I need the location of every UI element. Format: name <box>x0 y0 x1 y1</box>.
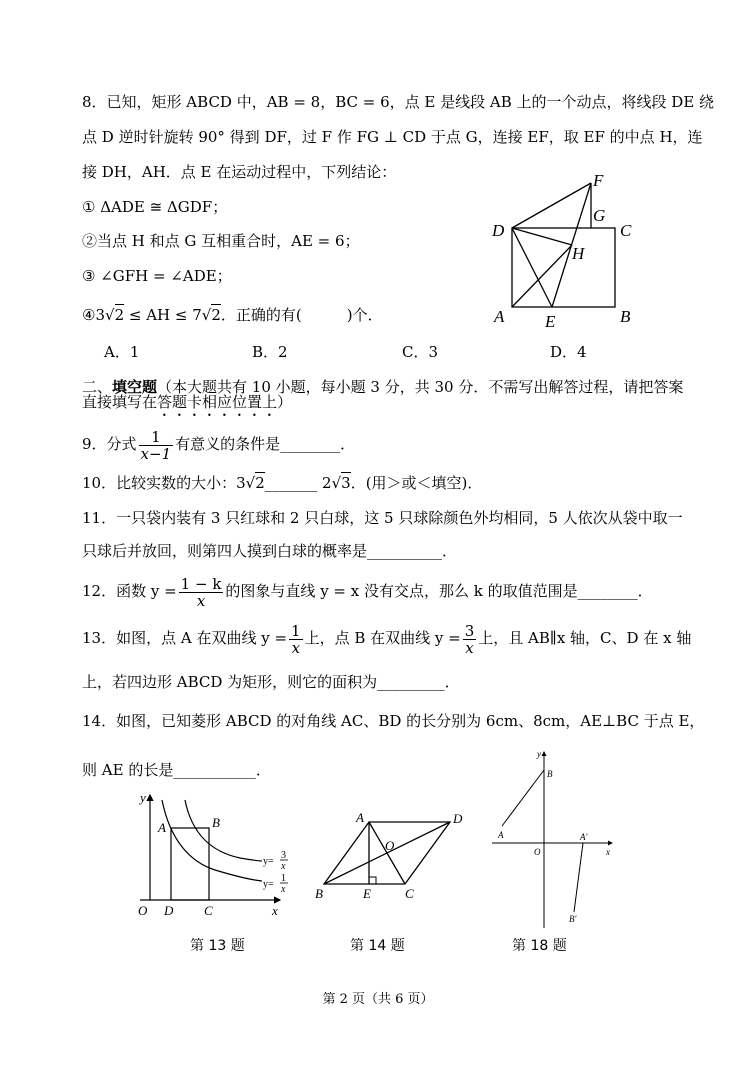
section2-line2-dotted: 答题卡相应位置上 <box>157 393 278 411</box>
q11-line2: 只球后并放回，则第四人摸到白球的概率是__________． <box>82 542 458 560</box>
q13-num2: 3 <box>464 621 475 640</box>
figure-13 <box>130 785 300 925</box>
fig14-B: B <box>315 886 323 901</box>
q8-c4-radicand1: 2 <box>114 306 125 324</box>
q13-den2: x <box>465 638 474 657</box>
q12-prefix: 12．函数 y = <box>82 582 177 600</box>
q14-line2: 则 AE 的长是___________． <box>82 761 271 779</box>
fig13-O: O <box>138 903 148 918</box>
q13-suffix: 上，且 AB∥x 轴，C、D 在 x 轴 <box>478 629 692 647</box>
q8-label-E: E <box>545 312 556 331</box>
fig18-B-prime: B′ <box>569 914 577 924</box>
q9-suffix: 有意义的条件是________． <box>175 435 356 453</box>
q8-label-C: C <box>620 221 632 240</box>
q8-line3: 接 DH，AH．点 E 在运动过程中，下列结论： <box>82 163 397 181</box>
q13-prefix: 13．如图，点 A 在双曲线 y = <box>82 629 288 647</box>
section2-line2-plain: 直接填写在 <box>82 393 158 411</box>
q10-blank: _______ <box>264 474 318 492</box>
q8-claim-2: ②当点 H 和点 G 互相重合时，AE = 6； <box>82 232 360 250</box>
q10-radicand1: 2 <box>255 474 265 492</box>
q8-label-A: A <box>494 307 505 326</box>
fig13-y: y <box>140 790 146 805</box>
figure-18 <box>488 745 618 930</box>
q8-claim-1: ① ΔADE ≅ ΔGDF； <box>82 198 228 216</box>
q12-suffix: 的图象与直线 y = x 没有交点，那么 k 的取值范围是________． <box>225 582 653 600</box>
q8-label-G: G <box>593 206 606 225</box>
q14-line1: 14．如图，已知菱形 ABCD 的对角线 AC、BD 的长分别为 6cm、8cm，AE⊥BC 于点 E， <box>82 712 705 730</box>
q10-prefix: 10．比较实数的大小：3 <box>82 474 246 492</box>
fig18-A: A <box>498 830 504 840</box>
q8-option-d: D．4 <box>550 343 587 361</box>
fig13-curve2-den: x <box>281 884 286 895</box>
q10-mid: 2 <box>322 474 332 492</box>
q8-claim-3: ③ ∠GFH = ∠ADE； <box>82 267 232 285</box>
q8-c4-prefix: ④3 <box>82 306 105 324</box>
fig13-curve2-num: 1 <box>281 873 286 884</box>
caption-figure-18: 第 18 题 <box>512 938 567 954</box>
q12-denominator: x <box>196 591 206 610</box>
fig13-C: C <box>204 903 213 918</box>
fig13-curve2-lhs: y= <box>263 879 274 890</box>
q10: 10．比较实数的大小：3√2_______ 2√3．(用＞或＜填空)． <box>82 474 483 492</box>
q8-c4-suffix: ．正确的有( )个． <box>220 306 383 324</box>
figure-14 <box>310 805 470 905</box>
q8-figure <box>485 165 645 335</box>
fig14-E: E <box>363 886 371 901</box>
fig13-curve1-lhs: y= <box>263 856 274 867</box>
q11-line1: 11．一只袋内装有 3 只红球和 2 只白球，这 5 只球除颜色外均相同，5 人依次从袋中取一 <box>82 509 683 527</box>
q9-denominator: x−1 <box>140 444 172 463</box>
section2-prefix: 二、 <box>82 378 113 396</box>
caption-figure-14: 第 14 题 <box>350 938 405 954</box>
q13-line1 <box>82 616 691 660</box>
q8-label-F: F <box>593 171 604 190</box>
q9 <box>82 424 355 464</box>
q13-num1: 1 <box>291 621 301 640</box>
q8-c4-mid: ≤ AH ≤ 7 <box>124 306 202 324</box>
fig14-D: D <box>453 811 463 826</box>
fig13-curve1-den: x <box>281 861 286 872</box>
page-footer: 第 2 页（共 6 页） <box>322 992 434 1007</box>
caption-figure-13: 第 13 题 <box>190 938 245 954</box>
fig13-A: A <box>158 820 166 835</box>
q13-mid: 上，点 B 在双曲线 y = <box>304 629 461 647</box>
q8-option-a: A．1 <box>104 343 140 361</box>
section2-line2 <box>82 392 292 420</box>
q8-claim-4: ④3√2 ≤ AH ≤ 7√2．正确的有( )个． <box>82 306 383 324</box>
q12 <box>82 569 653 613</box>
fig18-y: y <box>537 749 541 759</box>
q8-line2: 点 D 逆时针旋转 90° 得到 DF，过 F 作 FG ⊥ CD 于点 G，连接 EF，取 EF 的中点 H，连 <box>82 128 703 146</box>
fig14-O: O <box>385 838 395 853</box>
fig13-D: D <box>164 903 174 918</box>
q9-prefix: 9．分式 <box>82 435 137 453</box>
q10-suffix: ．(用＞或＜填空)． <box>350 474 483 492</box>
fig13-B: B <box>212 815 220 830</box>
q9-numerator: 1 <box>139 429 174 446</box>
fig18-O: O <box>534 847 541 857</box>
section2-title: 填空题 <box>112 378 158 396</box>
q8-option-c: C．3 <box>402 343 439 361</box>
fig18-B: B <box>547 769 553 779</box>
q12-numerator: 1 − k <box>180 574 222 593</box>
q13-den1: x <box>291 638 301 657</box>
q8-label-D: D <box>492 221 505 240</box>
q13-line2: 上，若四边形 ABCD 为矩形，则它的面积为_________． <box>82 673 460 691</box>
q8-label-H: H <box>572 244 585 263</box>
q8-c4-radicand2: 2 <box>211 306 221 324</box>
q8-line1: 8．已知，矩形 ABCD 中，AB = 8，BC = 6，点 E 是线段 AB 上的一个动点，将线段 DE 绕 <box>82 93 715 111</box>
fig13-curve1-num: 3 <box>281 850 286 861</box>
q8-label-B: B <box>620 307 631 326</box>
section2-text: （本大题共有 10 小题，每小题 3 分，共 30 分．不需写出解答过程，请把答案 <box>157 378 684 396</box>
fig14-A: A <box>356 810 364 825</box>
fig18-A-prime: A′ <box>580 832 588 842</box>
q10-radicand2: 3 <box>341 474 351 492</box>
fig18-x: x <box>606 847 610 857</box>
q8-option-b: B．2 <box>252 343 288 361</box>
fig14-C: C <box>405 886 414 901</box>
section2-line2-end: ） <box>277 393 293 411</box>
fig13-x: x <box>272 903 278 918</box>
